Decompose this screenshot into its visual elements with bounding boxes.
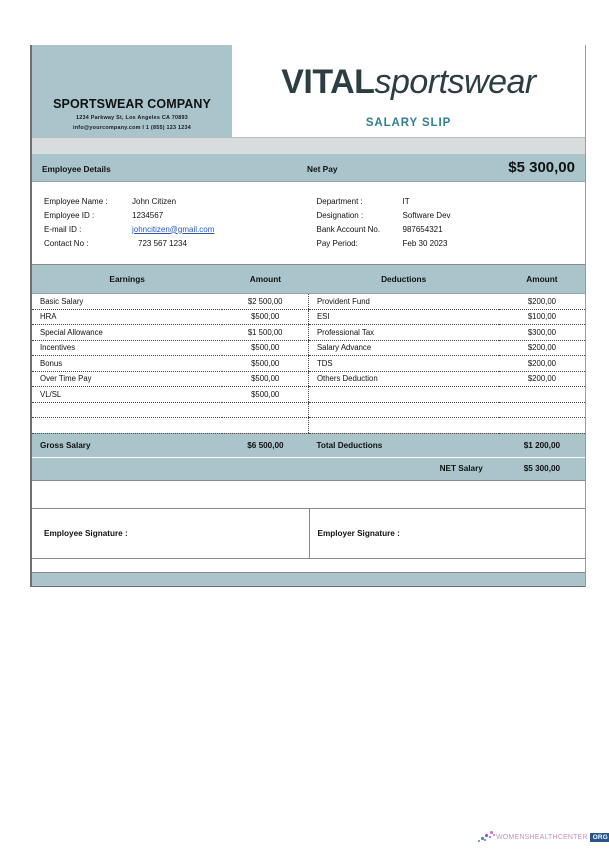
cell-earning-name: VL/SL	[32, 387, 222, 403]
employee-details-left-column	[32, 194, 309, 250]
header-deductions: Deductions	[308, 265, 498, 294]
table-row	[32, 387, 585, 403]
header-earnings: Earnings	[32, 265, 222, 294]
company-address: 1234 Parkway St, Los Angeles CA 70893	[76, 115, 188, 121]
employee-details-section	[32, 182, 585, 265]
net-salary-label: NET Salary	[32, 457, 499, 480]
signature-spacer	[32, 480, 585, 509]
header-divider-band	[32, 137, 585, 154]
cell-earning-name: HRA	[32, 309, 222, 325]
watermark-badge: ORG	[590, 833, 609, 842]
table-row	[32, 402, 585, 418]
cell-deduction-amount	[499, 402, 585, 418]
detail-row-department	[317, 194, 586, 208]
company-info-block	[32, 45, 232, 137]
cell-earning-amount: $500,00	[222, 356, 308, 372]
value-department: IT	[402, 196, 410, 206]
table-row	[32, 356, 585, 372]
totals-row	[32, 433, 585, 457]
detail-row-designation	[317, 208, 586, 222]
cell-deduction-name: Provident Fund	[308, 294, 498, 310]
cell-earning-name: Basic Salary	[32, 294, 222, 310]
value-contact-no: 723 567 1234	[138, 238, 187, 248]
cell-deduction-amount	[499, 387, 585, 403]
cell-earning-amount: $2 500,00	[222, 294, 308, 310]
cell-deduction-name	[308, 418, 498, 434]
logo-light-text: sportswear	[374, 63, 536, 101]
cell-deduction-amount: $300,00	[499, 325, 585, 341]
salary-slip-document	[30, 45, 586, 587]
value-employee-name: John Citizen	[132, 196, 177, 206]
cell-deduction-amount: $200,00	[499, 371, 585, 387]
cell-earning-name: Over Time Pay	[32, 371, 222, 387]
table-row	[32, 309, 585, 325]
value-bank-account: 987654321	[402, 224, 443, 234]
watermark	[478, 830, 609, 844]
logo-bold-text: VITAL	[281, 63, 375, 101]
watermark-text: WOMENSHEALTHCENTER	[496, 833, 588, 841]
value-pay-period: Feb 30 2023	[402, 238, 448, 248]
table-row	[32, 371, 585, 387]
cell-earning-amount: $1 500,00	[222, 325, 308, 341]
total-deductions-value: $1 200,00	[499, 433, 585, 457]
label-contact-no: Contact No :	[44, 238, 89, 248]
cell-earning-amount: $500,00	[222, 309, 308, 325]
net-salary-value: $5 300,00	[499, 457, 585, 480]
cell-earning-amount: $500,00	[222, 371, 308, 387]
cell-earning-amount: $500,00	[222, 340, 308, 356]
value-email-id[interactable]: johncitizen@gmail.com	[132, 224, 215, 234]
table-row	[32, 340, 585, 356]
employee-details-heading-cell	[32, 159, 307, 177]
cell-earning-name: Incentives	[32, 340, 222, 356]
cell-earning-name	[32, 402, 222, 418]
cell-earning-amount	[222, 418, 308, 434]
cell-deduction-name: Others Deduction	[308, 371, 498, 387]
cell-deduction-amount: $200,00	[499, 340, 585, 356]
table-header-row	[32, 265, 585, 294]
cell-earning-name	[32, 418, 222, 434]
label-pay-period: Pay Period:	[316, 238, 358, 248]
detail-row-employee-id	[44, 208, 309, 222]
employee-details-right-column	[309, 194, 586, 250]
net-pay-label: Net Pay	[307, 163, 338, 174]
cell-earning-name: Special Allowance	[32, 325, 222, 341]
cell-earning-amount	[222, 402, 308, 418]
total-deductions-label: Total Deductions	[308, 433, 498, 457]
cell-deduction-name	[308, 402, 498, 418]
label-department: Department :	[316, 196, 363, 206]
detail-row-bank-account	[317, 222, 586, 236]
header-earnings-amount: Amount	[222, 265, 308, 294]
cell-deduction-name	[308, 387, 498, 403]
footer-spacer	[32, 559, 585, 573]
label-designation: Designation :	[316, 210, 364, 220]
label-employee-id: Employee ID :	[44, 210, 95, 220]
cell-deduction-name: Salary Advance	[308, 340, 498, 356]
net-pay-value: $5 300,00	[508, 158, 575, 176]
value-designation: Software Dev	[402, 210, 451, 220]
detail-row-employee-name	[44, 194, 309, 208]
net-salary-row	[32, 457, 585, 480]
net-pay-label-cell	[307, 159, 508, 177]
label-employee-name: Employee Name :	[44, 196, 108, 206]
employee-signature-field[interactable]	[32, 509, 309, 558]
cell-deduction-amount: $100,00	[499, 309, 585, 325]
cell-deduction-amount: $200,00	[499, 294, 585, 310]
detail-row-email-id	[44, 222, 309, 236]
employer-signature-field[interactable]	[309, 509, 586, 558]
detail-row-pay-period	[317, 236, 586, 250]
signature-section	[32, 509, 585, 559]
net-pay-value-cell	[508, 159, 585, 177]
gross-salary-value: $6 500,00	[222, 433, 308, 457]
brand-logo	[281, 65, 535, 99]
employee-signature-label: Employee Signature :	[44, 528, 128, 538]
company-name: SPORTSWEAR COMPANY	[53, 97, 211, 111]
header-deductions-amount: Amount	[499, 265, 585, 294]
earnings-deductions-table	[32, 265, 585, 480]
document-header	[32, 45, 585, 137]
cell-deduction-amount	[499, 418, 585, 434]
value-employee-id: 1234567	[132, 210, 164, 220]
label-bank-account: Bank Account No.	[316, 224, 381, 234]
cell-earning-name: Bonus	[32, 356, 222, 372]
footer-band	[32, 573, 585, 587]
document-title: SALARY SLIP	[365, 117, 452, 129]
cell-earning-amount: $500,00	[222, 387, 308, 403]
table-row	[32, 294, 585, 310]
summary-bar	[32, 154, 585, 182]
cell-deduction-name: Professional Tax	[308, 325, 498, 341]
cell-deduction-name: TDS	[308, 356, 498, 372]
gross-salary-label: Gross Salary	[32, 433, 222, 457]
watermark-dots-icon	[478, 830, 496, 844]
brand-block	[232, 45, 585, 137]
cell-deduction-name: ESI	[308, 309, 498, 325]
company-contact: info@yourcompany.com I 1 (855) 123 1234	[73, 125, 191, 131]
label-email-id: E-mail ID :	[44, 224, 82, 234]
detail-row-contact-no	[44, 236, 309, 250]
table-row	[32, 418, 585, 434]
employer-signature-label: Employer Signature :	[317, 528, 400, 538]
employee-details-heading: Employee Details	[42, 163, 111, 174]
table-row	[32, 325, 585, 341]
cell-deduction-amount: $200,00	[499, 356, 585, 372]
